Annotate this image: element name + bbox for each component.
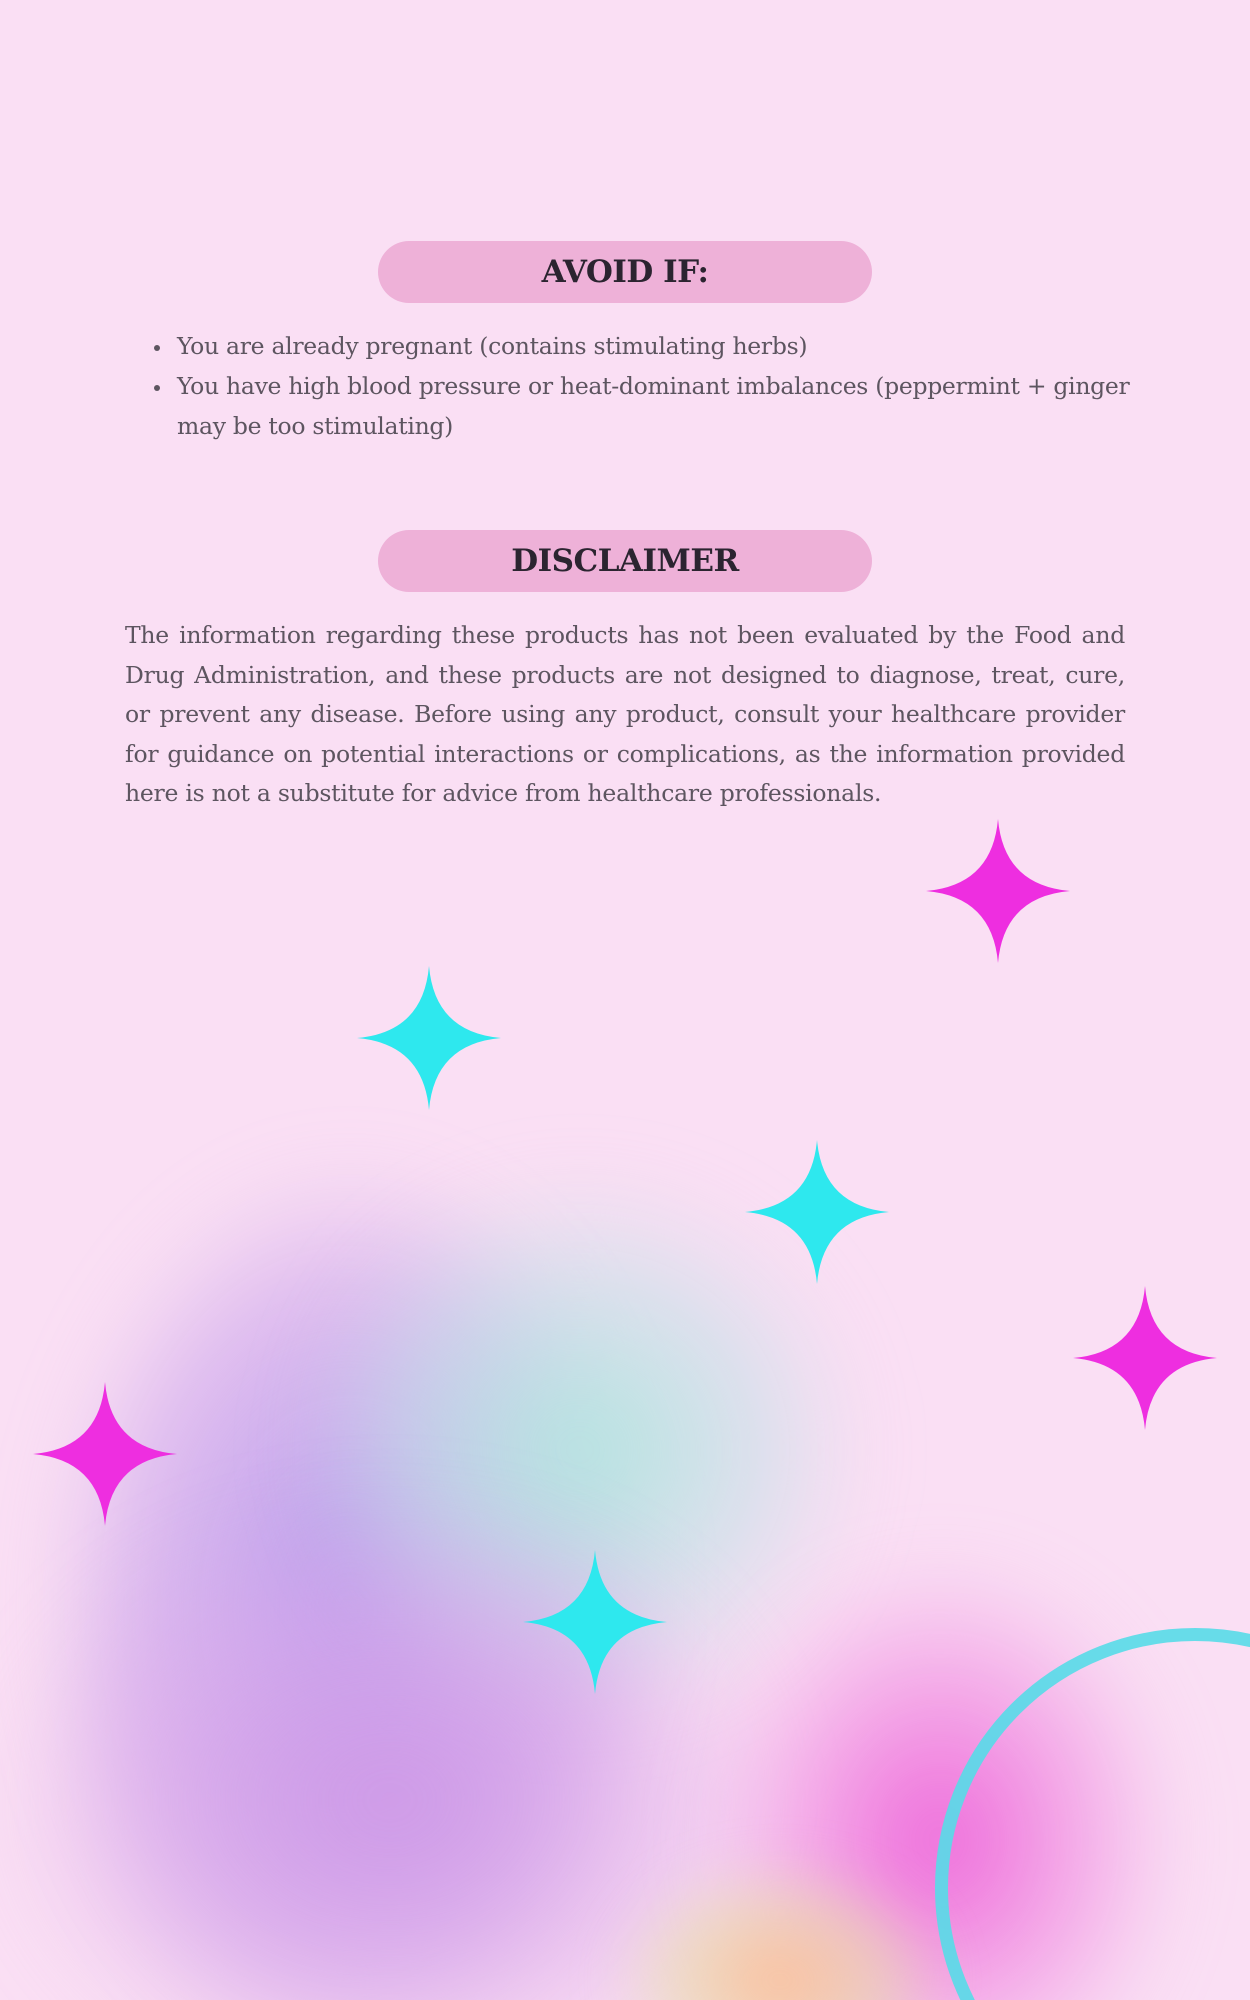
avoid-if-list (140, 326, 1133, 446)
sparkle-cyan-icon (357, 966, 501, 1110)
sparkle-cyan-icon (523, 1550, 667, 1694)
sparkle-magenta-icon (926, 819, 1070, 963)
disclaimer-heading: DISCLAIMER (378, 530, 872, 592)
sparkle-magenta-icon (33, 1382, 177, 1526)
sparkle-cyan-icon (745, 1140, 889, 1284)
disclaimer-body: The information regarding these products has not been evaluated by the Food and Drug Administration, and these products are not designed to diagnose, treat, cure, or prevent any disease. Before using any product, consult your healthcare provider for guidance on potential interactions or complications, as the information provided here is not a substitute for advice from healthcare professionals. (125, 621, 1125, 808)
avoid-if-heading: AVOID IF: (378, 241, 872, 303)
list-item: • You have high blood pressure or heat-dominant imbalances (peppermint + ginger may be too stimulating) (173, 366, 1133, 446)
sparkle-magenta-icon (1073, 1286, 1217, 1430)
list-item: • You are already pregnant (contains stimulating herbs) (173, 326, 1133, 366)
